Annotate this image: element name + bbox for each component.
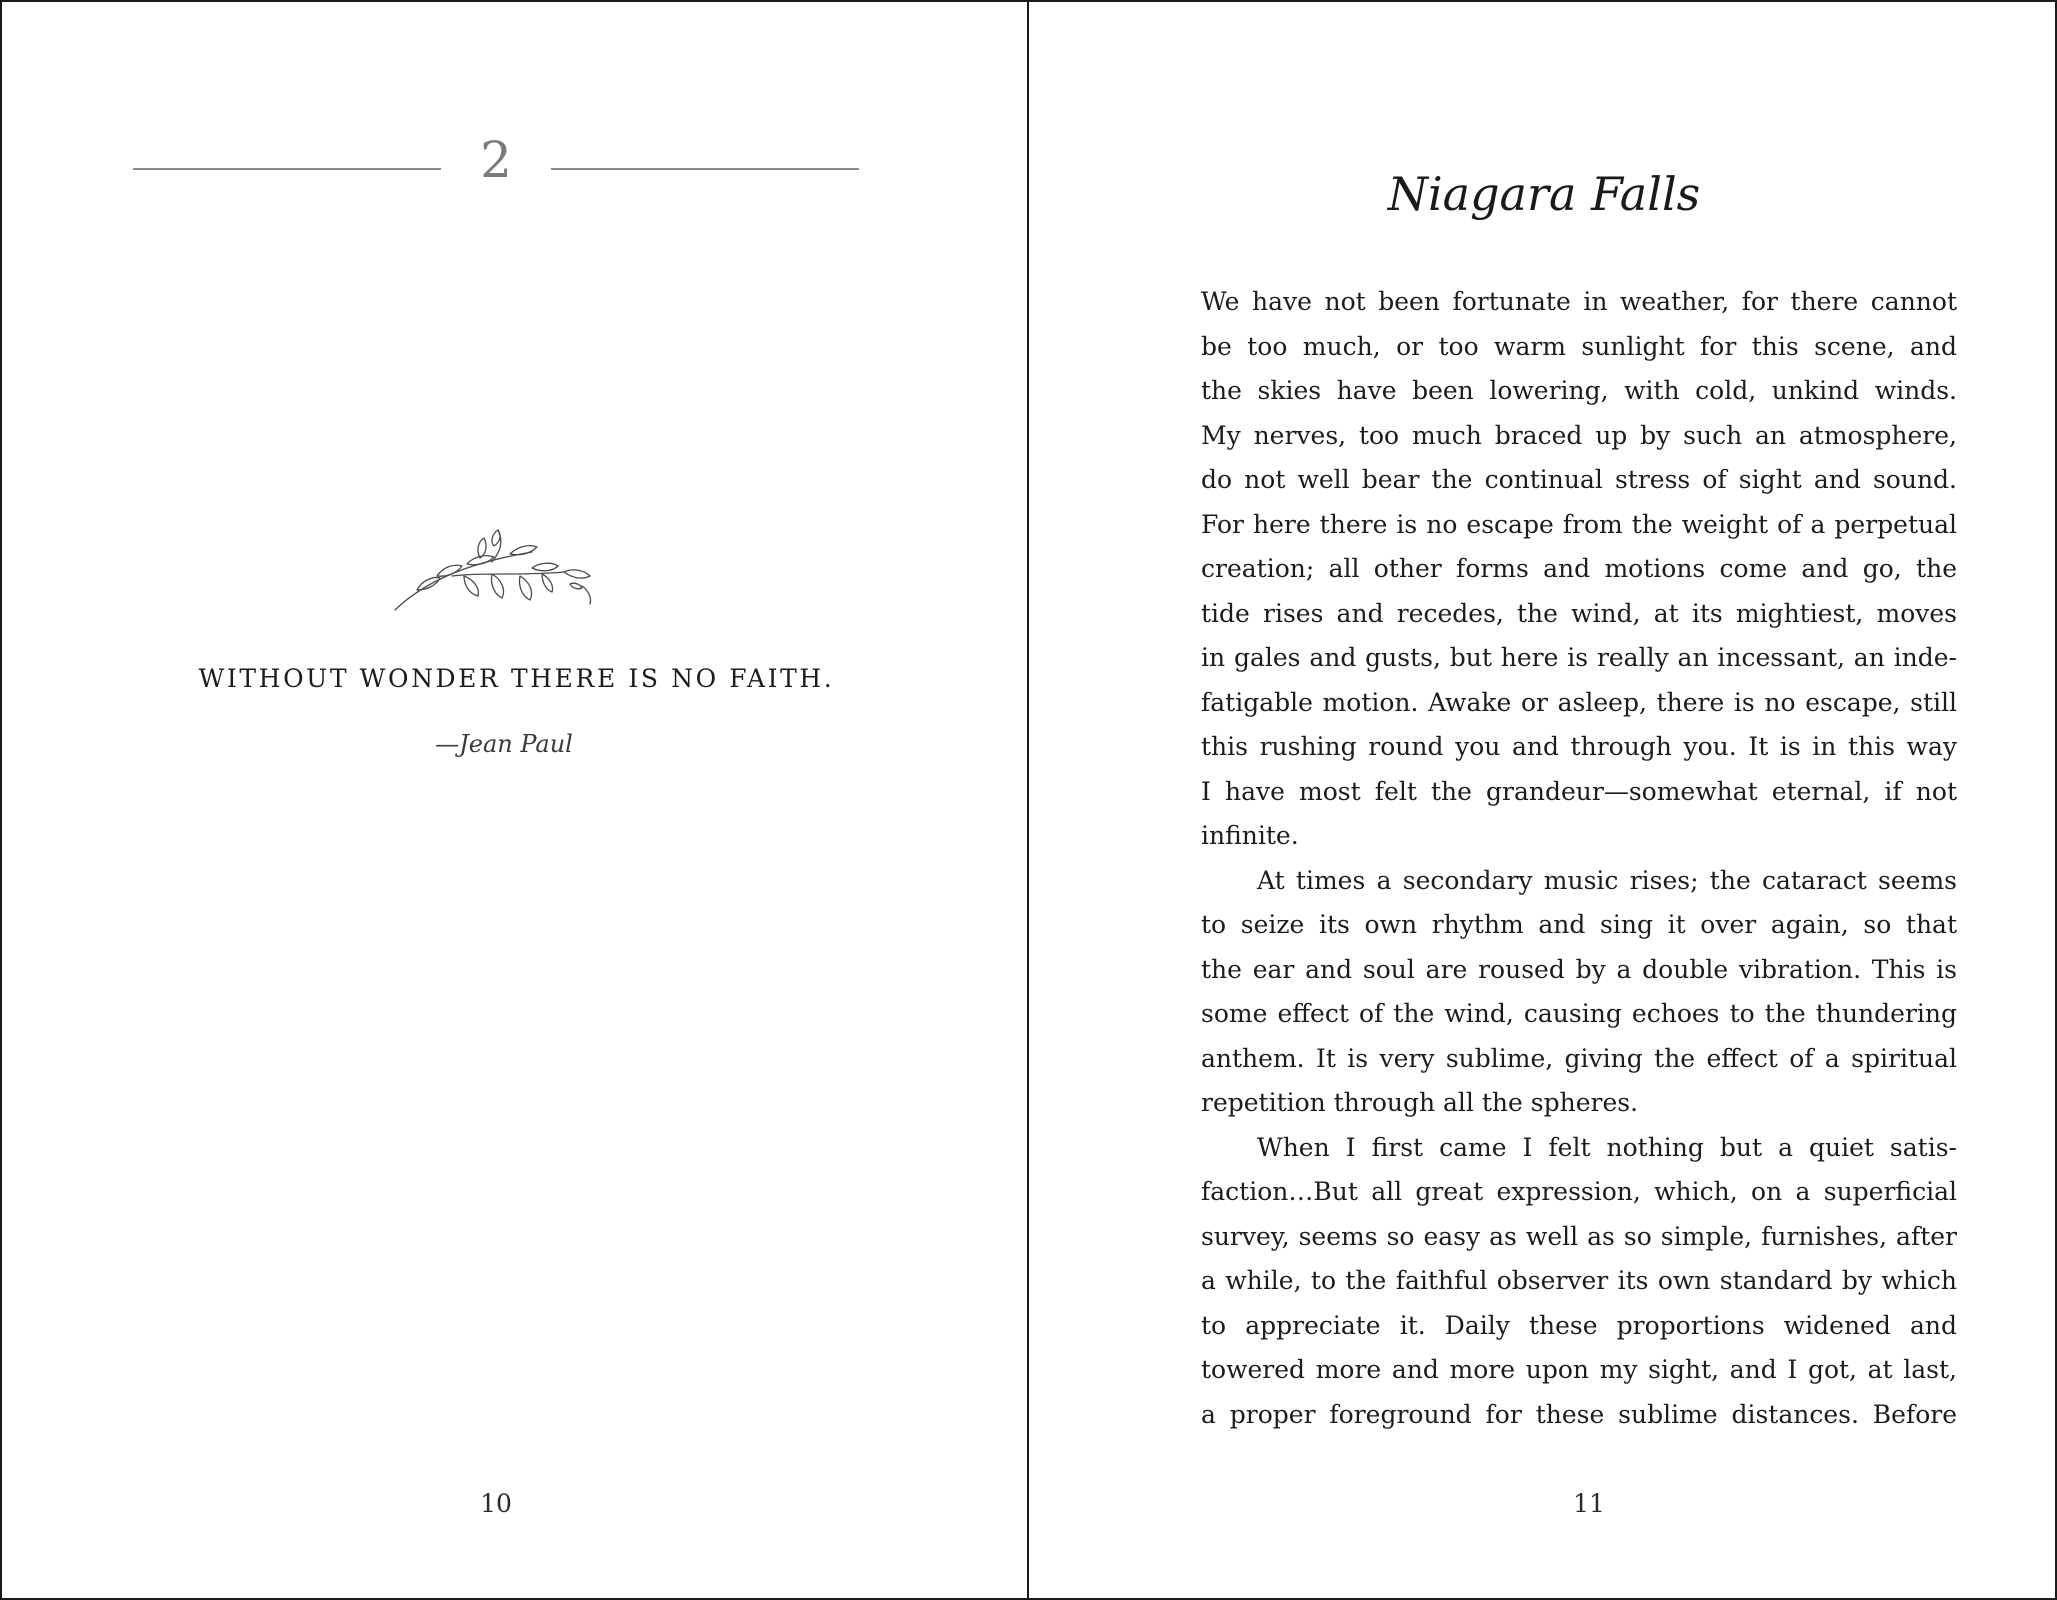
text-line: this rushing round you and through you. It is in this way [1201, 732, 1957, 761]
page-number-left: 10 [480, 1489, 512, 1518]
essay-title: Niagara Falls [1387, 167, 1701, 221]
chapter-number: 2 [480, 131, 512, 189]
text-line: do not well bear the continual stress of sight and sound. [1201, 465, 1957, 494]
text-line: towered more and more upon my sight, and I got, at last, [1201, 1355, 1957, 1384]
text-line: fatigable motion. Awake or asleep, there is no escape, still [1201, 687, 1957, 717]
text-line: anthem. It is very sublime, giving the effect of a spiritual [1201, 1043, 1957, 1073]
text-line: the ear and soul are roused by a double vibration. This is [1201, 954, 1957, 984]
text-line: I have most felt the grandeur—somewhat eternal, if not [1201, 776, 1957, 806]
epigraph-quote: WITHOUT WONDER THERE IS NO FAITH. [198, 664, 835, 693]
right-page [1027, 0, 2057, 1600]
text-line: My nerves, too much braced up by such an atmosphere, [1201, 420, 1957, 450]
text-line: faction…But all great expression, which, on a superficial [1201, 1177, 1957, 1206]
text-line: in gales and gusts, but here is really an incessant, an inde- [1201, 643, 1957, 672]
text-line: be too much, or too warm sunlight for this scene, and [1201, 331, 1957, 361]
text-line: some effect of the wind, causing echoes to the thundering [1201, 999, 1957, 1028]
text-line: When I first came I felt nothing but a quiet satis- [1257, 1132, 1957, 1162]
chapter-rule-left [133, 168, 441, 170]
text-line: infinite. [1201, 821, 1299, 850]
epigraph-attribution: —Jean Paul [435, 730, 573, 758]
text-line: tide rises and recedes, the wind, at its mightiest, moves [1201, 598, 1957, 628]
text-line: repetition through all the spheres. [1201, 1088, 1639, 1117]
leaf-sprig-icon [392, 524, 598, 616]
text-line: At times a secondary music rises; the cataract seems [1257, 865, 1957, 895]
text-line: We have not been fortunate in weather, for there cannot [1201, 287, 1957, 316]
text-line: survey, seems so easy as well as so simple, furnishes, after [1201, 1221, 1957, 1251]
text-line: For here there is no escape from the weight of a perpetual [1201, 509, 1957, 539]
text-line: to seize its own rhythm and sing it over again, so that [1201, 910, 1957, 939]
page-number-right: 11 [1573, 1489, 1605, 1518]
body-text [1201, 280, 1957, 1437]
text-line: to appreciate it. Daily these proportions widened and [1201, 1310, 1957, 1340]
text-line: a while, to the faithful observer its own standard by which [1201, 1266, 1957, 1295]
text-line: creation; all other forms and motions come and go, the [1201, 554, 1957, 583]
chapter-rule-right [551, 168, 859, 170]
text-line: the skies have been lowering, with cold, unkind winds. [1201, 376, 1957, 405]
text-line: a proper foreground for these sublime distances. Before [1201, 1399, 1957, 1429]
